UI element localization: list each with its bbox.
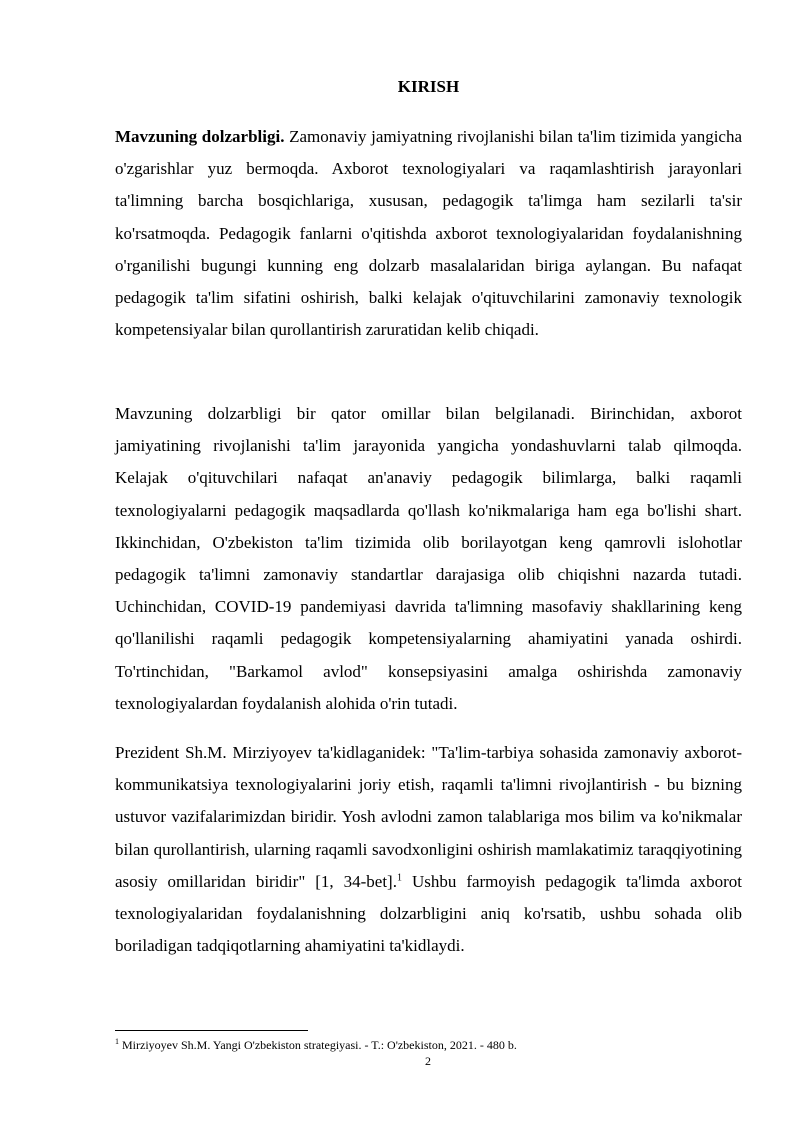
page-number: 2 — [425, 1054, 431, 1068]
paragraph-president-quote — [115, 737, 742, 962]
paragraph-factors — [115, 398, 742, 720]
footnote-separator — [115, 1030, 308, 1031]
section-heading: KIRISH — [397, 77, 460, 96]
footnote-reference[interactable]: 1 — [396, 872, 402, 884]
paragraph-text: Mavzuning dolzarbligi bir qator omillar bilan belgilanadi. Birinchidan, axborot jamiyatining rivojlanishi ta'lim jarayonida yangicha yondashuvlarni talab qilmoqda. Kelajak o'qituvchilari nafaqat an'anaviy pedagogik bilimlarga, balki raqamli texnologiyalarni pedagogik maqsadlarda qo'llash ko'nikmalariga ham ega bo'lishi shart. Ikkinchidan, O'zbekiston ta'lim tizimida olib borilayotgan keng qamrovli islohotlar pedagogik ta'limni zamonaviy standartlar darajasiga olib chiqishni nazarda tutadi. Uchinchidan, COVID-19 pandemiyasi davrida ta'limning masofaviy shakllarining keng qo'llanilishi raqamli pedagogik kompetensiyalarning ahamiyatini yanada oshirdi. To'rtinchidan, "Barkamol avlod" konsepsiyasini amalga oshirishda zamonaviy texnologiyalardan foydalanish alohida o'rin tutadi. — [115, 404, 742, 713]
paragraph-text: Prezident Sh.M. Mirziyoyev ta'kidlaganidek: "Ta'lim-tarbiya sohasida zamonaviy axborot-kommunikatsiya texnologiyalarini joriy etish, raqamli ta'limni rivojlantirish - bu bizning ustuvor vazifalarimizdan biridir. Yosh avlodni zamon talablariga mos bilim va ko'nikmalar bilan qurollantirish, ularning raqamli savodxonligini oshirish mamlakatimiz taraqqiyotining asosiy omillaridan biridir" [1, 34-bet]. — [115, 743, 742, 891]
paragraph-relevance — [115, 121, 742, 346]
footnote — [115, 1038, 742, 1053]
footnote-text: Mirziyoyev Sh.M. Yangi O'zbekiston strategiyasi. - T.: O'zbekiston, 2021. - 480 b. — [119, 1038, 517, 1052]
footnote-marker: 1 — [115, 1037, 119, 1046]
paragraph-lead: Mavzuning dolzarbligi. — [115, 127, 285, 146]
paragraph-text: Ushbu farmoyish pedagogik ta'limda axborot texnologiyalaridan foydalanishning dolzarbligini aniq ko'rsatib, ushbu sohada olib boriladigan tadqiqotlarning ahamiyatini ta'kidlaydi. — [115, 871, 742, 956]
paragraph-text: Zamonaviy jamiyatning rivojlanishi bilan ta'lim tizimida yangicha o'zgarishlar yuz bermoqda. Axborot texnologiyalari va raqamlashtirish jarayonlari ta'limning barcha bosqichlariga, xususan, pedagogik ta'limga ham sezilarli ta'sir ko'rsatmoqda. Pedagogik fanlarni o'qitishda axborot texnologiyalaridan foydalanishning o'rganilishi bugungi kunning eng dolzarb masalalaridan biriga aylangan. Bu nafaqat pedagogik ta'lim sifatini oshirish, balki kelajak o'qituvchilarini zamonaviy texnologik kompetensiyalar bilan qurollantirish zaruratidan kelib chiqadi. — [115, 127, 743, 340]
